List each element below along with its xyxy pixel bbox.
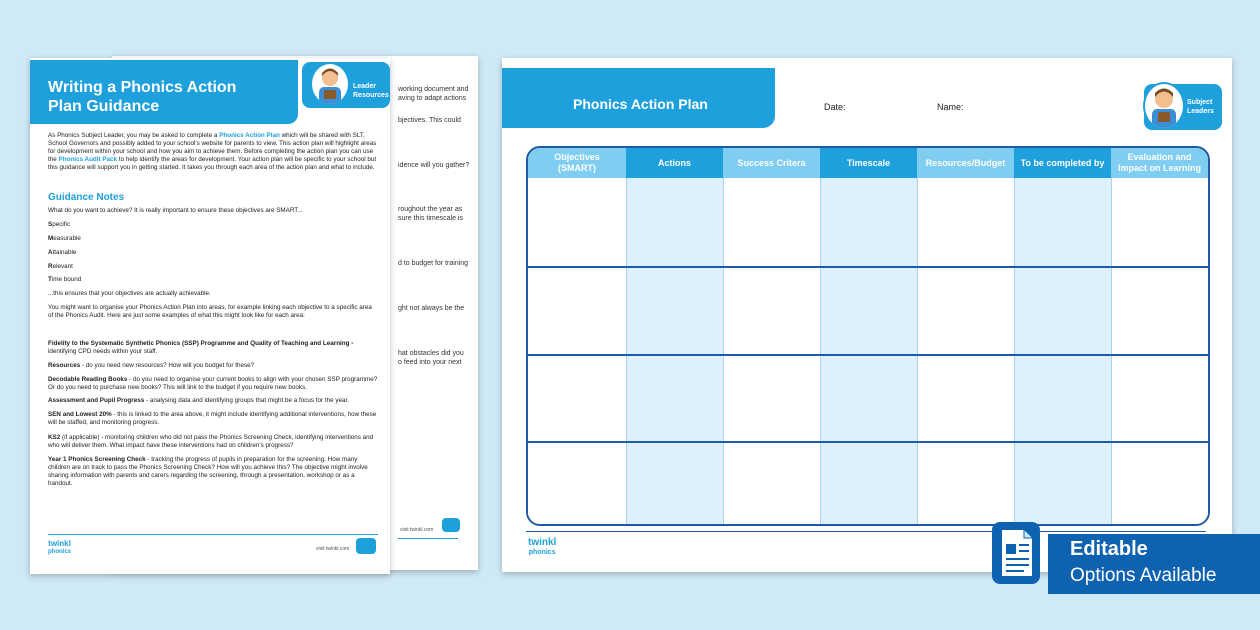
back-page-text: ght not always be the bbox=[398, 305, 465, 312]
row-divider bbox=[528, 266, 1208, 268]
evaluation-column[interactable] bbox=[1111, 178, 1208, 524]
smart-item bbox=[48, 235, 378, 243]
back-page-text: roughout the year as bbox=[398, 206, 463, 213]
smart-letter: T bbox=[48, 276, 52, 283]
logo-word-1: twinkl bbox=[48, 539, 71, 548]
header-timescale: Timescale bbox=[820, 148, 917, 178]
twinkl-logo-icon bbox=[356, 538, 376, 554]
area-text: - analysing data and identifying groups that might be a focus for the year. bbox=[144, 397, 350, 404]
action-plan-page bbox=[502, 58, 1232, 572]
action-plan-table bbox=[526, 146, 1210, 526]
badge-line-2: Leaders bbox=[1187, 108, 1214, 115]
column-divider bbox=[1014, 178, 1015, 524]
smart-item bbox=[48, 249, 378, 257]
logo-word-1: twinkl bbox=[528, 537, 557, 548]
footer-url: visit twinkl.com bbox=[316, 546, 350, 552]
area-item bbox=[48, 434, 378, 450]
smart-word: elevant bbox=[52, 263, 73, 270]
guidance-page bbox=[30, 58, 390, 574]
header-label: Objectives bbox=[554, 152, 600, 162]
column-divider bbox=[820, 178, 821, 524]
actions-column[interactable] bbox=[626, 178, 723, 524]
smart-letter: R bbox=[48, 263, 53, 270]
area-title: KS2 bbox=[48, 434, 61, 441]
area-item bbox=[48, 397, 378, 405]
smart-word: pecific bbox=[52, 221, 71, 228]
completed-by-column[interactable] bbox=[1014, 178, 1111, 524]
smart-letter: A bbox=[48, 249, 53, 256]
badge-line-1: Subject bbox=[1187, 99, 1213, 106]
smart-item bbox=[48, 276, 378, 284]
smart-word: ime bound bbox=[51, 276, 82, 283]
phonics-action-plan-link[interactable]: Phonics Action Plan bbox=[219, 132, 280, 139]
resources-budget-column[interactable] bbox=[917, 178, 1014, 524]
header-resources-budget: Resources/Budget bbox=[917, 148, 1014, 178]
smart-item bbox=[48, 221, 378, 229]
smart-summary: ...this ensures that your objectives are actually achievable. bbox=[48, 290, 211, 297]
area-title: Decodable Reading Books bbox=[48, 376, 128, 383]
smart-letter: M bbox=[48, 235, 54, 242]
footer-rule bbox=[48, 534, 378, 535]
logo-word-2: phonics bbox=[48, 549, 72, 555]
area-item bbox=[48, 376, 378, 392]
area-title: Resources bbox=[48, 362, 81, 369]
area-item bbox=[48, 456, 378, 488]
badge-line-1: Leader bbox=[353, 83, 376, 90]
header-label: Evaluation and bbox=[1127, 152, 1192, 162]
area-title: Fidelity to the Systematic Synthetic Phonics (SSP) Programme and Quality of Teaching and Learning - bbox=[48, 340, 354, 347]
phonics-audit-pack-link[interactable]: Phonics Audit Pack bbox=[58, 156, 118, 163]
intro-paragraph bbox=[48, 132, 378, 188]
area-title: Year 1 Phonics Screening Check bbox=[48, 456, 146, 463]
column-divider bbox=[723, 178, 724, 524]
header-success-criteria: Success Critera bbox=[723, 148, 820, 178]
back-page-text: sure this timescale is bbox=[398, 215, 463, 222]
success-criteria-column[interactable] bbox=[723, 178, 820, 524]
smart-letter: S bbox=[48, 221, 53, 228]
column-divider bbox=[1111, 178, 1112, 524]
area-text: - do you need to organise your current books to align with your chosen SSP programme? Or do you need to purchase new books? This will link to the budget if you require new books. bbox=[48, 376, 378, 391]
teacher-avatar-icon bbox=[310, 62, 350, 106]
guidance-notes-heading: Guidance Notes bbox=[48, 192, 125, 203]
editable-options-badge bbox=[990, 520, 1260, 596]
area-text: (if applicable) - monitoring children who did not pass the Phonics Screening Check, identifying interventions and who will deliver them. What impact have these interventions had on children's progress? bbox=[48, 434, 374, 449]
smart-question: What do you want to achieve? It is really important to ensure these objectives are SMART... bbox=[48, 207, 303, 214]
name-label: Name: bbox=[937, 102, 964, 112]
row-divider bbox=[528, 441, 1208, 443]
area-text: identifying CPD needs within your staff. bbox=[48, 348, 158, 355]
header-to-be-completed-by: To be completed by bbox=[1014, 148, 1111, 178]
badge-label bbox=[353, 82, 389, 100]
back-page-text: bjectives. This could bbox=[398, 117, 461, 124]
page-title: Phonics Action Plan bbox=[573, 96, 708, 112]
back-page-text: d to budget for training bbox=[398, 260, 469, 267]
intro-text: As Phonics Subject Leader, you may be asked to complete a bbox=[48, 132, 220, 139]
area-item bbox=[48, 340, 378, 356]
intro-text: to help identify the areas for development. Your action plan will be specific to your school but this guidance will support you in getting started. It takes you through each area of the action plan and what to include. bbox=[48, 156, 377, 171]
footer-rule bbox=[398, 538, 458, 539]
column-divider bbox=[626, 178, 627, 524]
intro-text: which will be shared with SLT, School Governors and possibly added to your school's website for parents to view. This action plan will highlight areas for development within your school and how you aim to achieve them. Before completing the action plan you can use the bbox=[48, 132, 377, 163]
badge-line-2: Resources bbox=[353, 92, 389, 99]
teacher-avatar-icon bbox=[1143, 82, 1185, 130]
back-page-text: idence will you gather? bbox=[398, 162, 470, 169]
back-page-text: o feed into your next bbox=[398, 359, 462, 366]
twinkl-phonics-logo bbox=[48, 540, 71, 556]
column-divider bbox=[917, 178, 918, 524]
timescale-column[interactable] bbox=[820, 178, 917, 524]
area-title: SEN and Lowest 20% bbox=[48, 411, 112, 418]
header-evaluation bbox=[1111, 148, 1208, 178]
area-item bbox=[48, 362, 378, 370]
twinkl-logo-icon bbox=[442, 518, 460, 532]
objectives-column[interactable] bbox=[528, 178, 626, 524]
smart-item bbox=[48, 263, 378, 271]
area-text: - do you need new resources? How will you budget for these? bbox=[80, 362, 255, 369]
footer-url: visit twinkl.com bbox=[400, 527, 434, 533]
options-available-label: Options Available bbox=[1070, 565, 1217, 586]
logo-word-2: phonics bbox=[528, 549, 556, 556]
header-label: Impact on Learning bbox=[1117, 163, 1201, 173]
header-objectives bbox=[528, 148, 626, 178]
organise-paragraph: You might want to organise your Phonics Action Plan into areas, for example linking each objective to a specific area of the Phonics Audit. Here are just some examples of what this might look like for each area: bbox=[48, 304, 372, 319]
page-title-line-2: Plan Guidance bbox=[48, 98, 160, 115]
back-page-text: hat obstacles did you bbox=[398, 350, 464, 357]
twinkl-phonics-logo bbox=[528, 538, 556, 558]
back-page-text: aving to adapt actions bbox=[398, 95, 467, 102]
page-title bbox=[48, 78, 268, 116]
document-icon bbox=[990, 520, 1052, 586]
area-item bbox=[48, 411, 378, 427]
editable-label: Editable bbox=[1070, 538, 1148, 560]
header-actions: Actions bbox=[626, 148, 723, 178]
area-text: - this is linked to the area above, it might include identifying additional interventions, how these will be staffed, and monitoring progress. bbox=[48, 411, 377, 426]
badge-label bbox=[1187, 98, 1214, 116]
smart-word: easurable bbox=[53, 235, 81, 242]
area-text: - tracking the progress of pupils in preparation for the screening. How many children are on track to pass the Phonics Screening Check? How will you achieve this? The objective might involve sharing information with parents and carers regarding the screening, through a presentation, workshop or as a handout. bbox=[48, 456, 368, 487]
row-divider bbox=[528, 354, 1208, 356]
area-title: Assessment and Pupil Progress bbox=[48, 397, 145, 404]
page-title-line-1: Writing a Phonics Action bbox=[48, 79, 237, 96]
date-label: Date: bbox=[824, 102, 846, 112]
smart-word: ttainable bbox=[52, 249, 77, 256]
header-label: (SMART) bbox=[558, 163, 596, 173]
back-page-text: working document and bbox=[398, 86, 469, 93]
